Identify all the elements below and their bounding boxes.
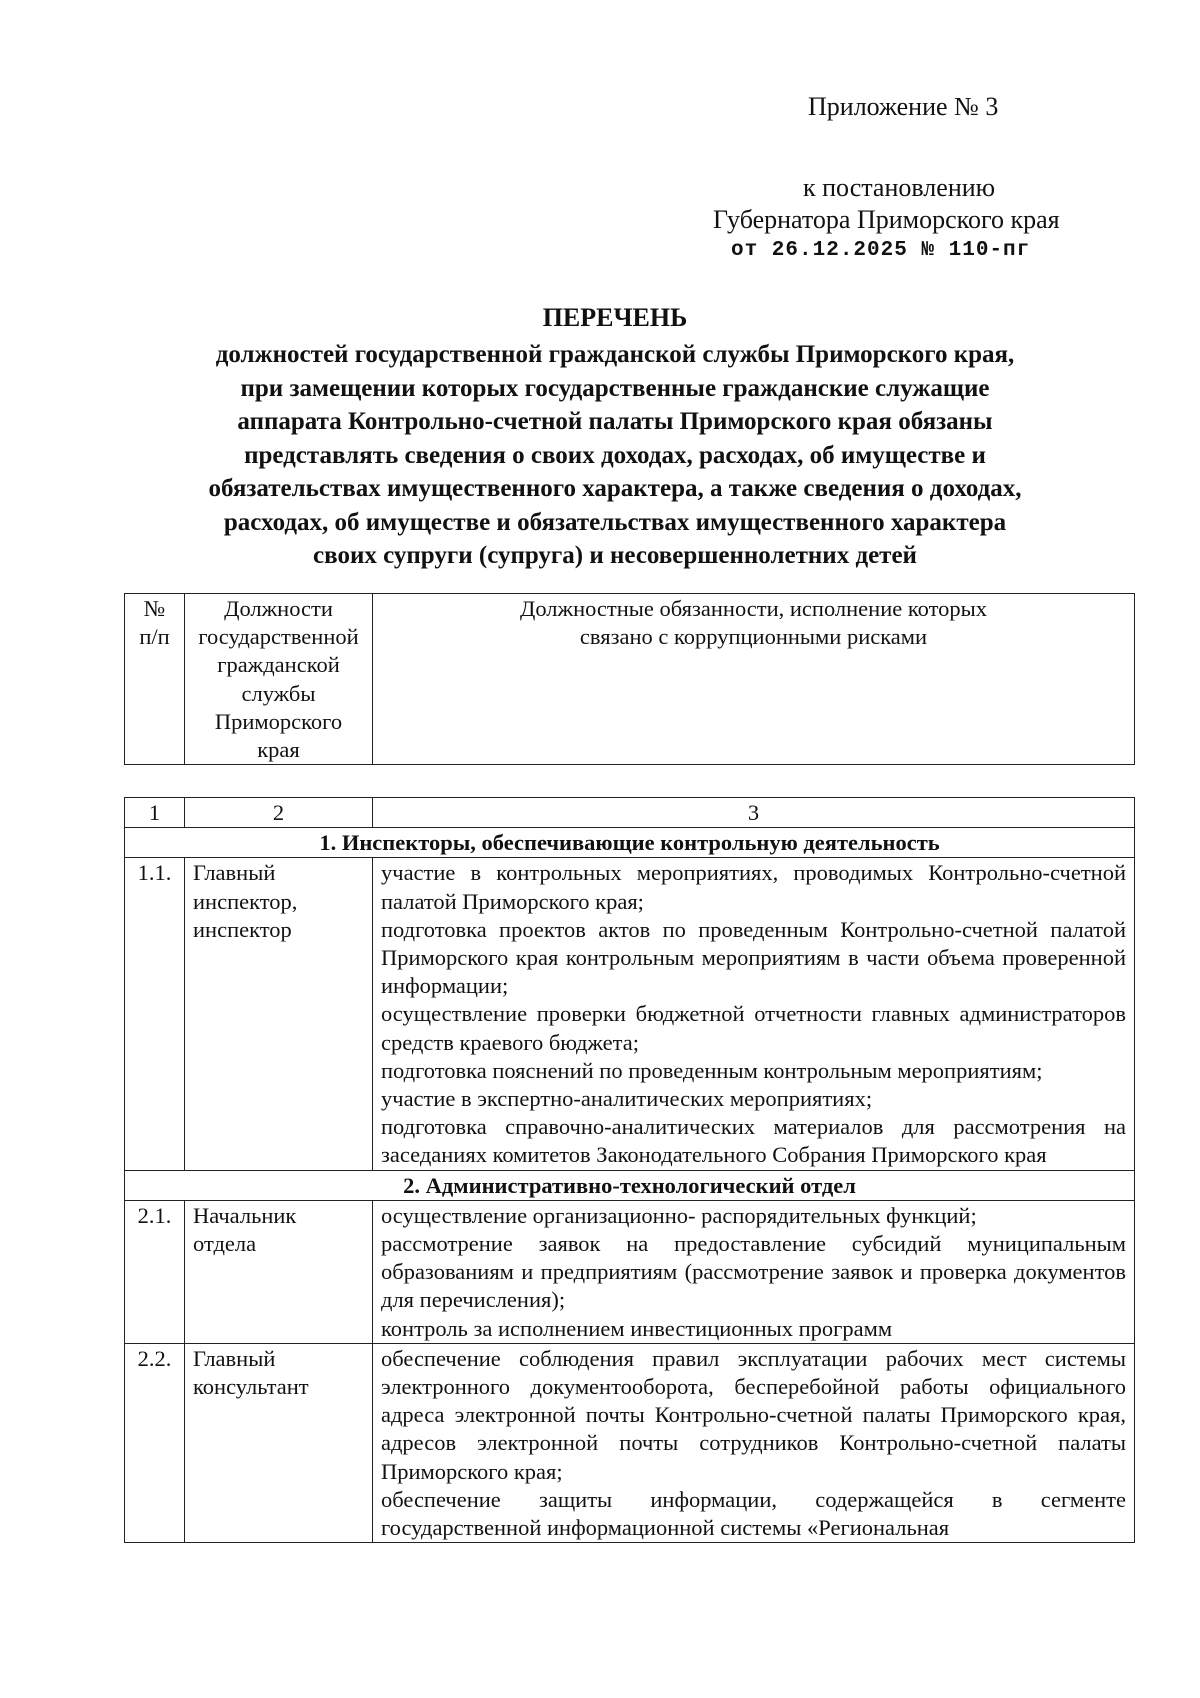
header-line: края: [257, 737, 300, 763]
duty-item: участие в контрольных мероприятиях, проводимых Контрольно-счетной палатой Приморского края;: [381, 860, 1126, 914]
row-number: 1.1.: [125, 858, 185, 1170]
position-line: инспектор,: [193, 888, 298, 914]
position-cell: [185, 1200, 373, 1343]
header-cell-duties: [373, 594, 1135, 765]
header-line: п/п: [139, 624, 170, 650]
header-line: Приморского: [214, 708, 343, 734]
subtitle-line: представлять сведения о своих доходах, расходах, об имуществе и: [244, 441, 986, 469]
duty-item: обеспечение защиты информации, содержащейся в сегменте государственной информационной системы «Региональная: [381, 1486, 1126, 1541]
position-cell: [185, 1343, 373, 1542]
header-line: Должностные обязанности, исполнение которых: [520, 596, 987, 621]
resolution-reference: от 26.12.2025 № 110-пг: [731, 239, 1031, 262]
header-line: государственной: [198, 624, 359, 650]
section-row: [125, 828, 1135, 858]
header-line: связано с коррупционными рисками: [579, 624, 928, 650]
to-resolution-label: к постановлению: [803, 173, 996, 202]
column-number: 2: [185, 798, 373, 828]
duty-item: контроль за исполнением инвестиционных программ: [381, 1315, 893, 1341]
header-line: №: [143, 596, 166, 621]
subtitle-line: расходах, об имуществе и обязательствах имущественного характера: [223, 508, 1007, 536]
column-number: 1: [125, 798, 185, 828]
section-title: 2. Административно-технологический отдел: [125, 1170, 1135, 1200]
table-row: [125, 1343, 1135, 1542]
subtitle-line: должностей государственной гражданской службы Приморского края,: [215, 341, 1015, 368]
position-line: отдела: [193, 1231, 257, 1257]
table-row: [125, 858, 1135, 1170]
subtitle-line: аппарата Контрольно-счетной палаты Приморского края обязаны: [237, 408, 993, 435]
annex-label: Приложение № 3: [808, 92, 999, 121]
governor-label: Губернатора Приморского края: [713, 205, 1060, 234]
header-cell-number: [125, 594, 185, 765]
subtitle-line: при замещении которых государственные гражданские служащие: [240, 374, 990, 402]
section-row: [125, 1170, 1135, 1200]
duty-item: осуществление организационно- распорядительных функций;: [381, 1202, 977, 1228]
section-title: 1. Инспекторы, обеспечивающие контрольную деятельность: [125, 828, 1135, 858]
duty-item: подготовка справочно-аналитических материалов для рассмотрения на заседаниях комитетов Законодательного Собрания Приморского края: [381, 1114, 1126, 1168]
header-cell-position: [185, 594, 373, 765]
table-header: [124, 593, 1135, 765]
column-number: 3: [373, 798, 1135, 828]
header-line: гражданской: [217, 652, 340, 678]
duties-table: [124, 797, 1135, 1543]
row-number: 2.2.: [125, 1343, 185, 1542]
header-line: службы: [241, 680, 316, 706]
position-line: Начальник: [193, 1202, 297, 1228]
position-line: консультант: [193, 1374, 309, 1400]
document-title: ПЕРЕЧЕНЬ: [542, 303, 688, 332]
row-number: 2.1.: [125, 1200, 185, 1343]
subtitle-line: обязательствах имущественного характера, а также сведения о доходах,: [208, 475, 1022, 502]
duties-cell: [373, 858, 1135, 1170]
duty-item: обеспечение соблюдения правил эксплуатации рабочих мест системы электронного документооборота, бесперебойной работы официального адреса электронной почты Контрольно-счетной палаты Приморского края, адресов электронной почты сотрудников Контрольно-счетной палаты Приморского края;: [381, 1345, 1126, 1484]
duty-item: участие в экспертно-аналитических мероприятиях;: [381, 1086, 873, 1112]
duties-cell: [373, 1343, 1135, 1542]
position-line: Главный: [193, 860, 276, 886]
subtitle-line: своих супруги (супруга) и несовершеннолетних детей: [313, 542, 917, 569]
position-cell: [185, 858, 373, 1170]
duty-item: осуществление проверки бюджетной отчетности главных администраторов средств краевого бюджета;: [381, 1001, 1126, 1055]
table-row: [125, 1200, 1135, 1343]
position-line: Главный: [193, 1345, 276, 1371]
header-line: Должности: [224, 596, 333, 621]
duty-item: рассмотрение заявок на предоставление субсидий муниципальным образованиям и предприятиям (рассмотрение заявок и проверка документов для перечисления);: [381, 1231, 1126, 1313]
duties-cell: [373, 1200, 1135, 1343]
duty-item: подготовка проектов актов по проведенным Контрольно-счетной палатой Приморского края контрольным мероприятиям в части объема проверенной информации;: [381, 916, 1126, 999]
document-subtitle: [135, 338, 1095, 573]
column-number-row: [125, 798, 1135, 828]
table-header-row: [125, 594, 1135, 765]
duty-item: подготовка пояснений по проведенным контрольным мероприятиям;: [381, 1057, 1043, 1083]
position-line: инспектор: [193, 916, 292, 942]
